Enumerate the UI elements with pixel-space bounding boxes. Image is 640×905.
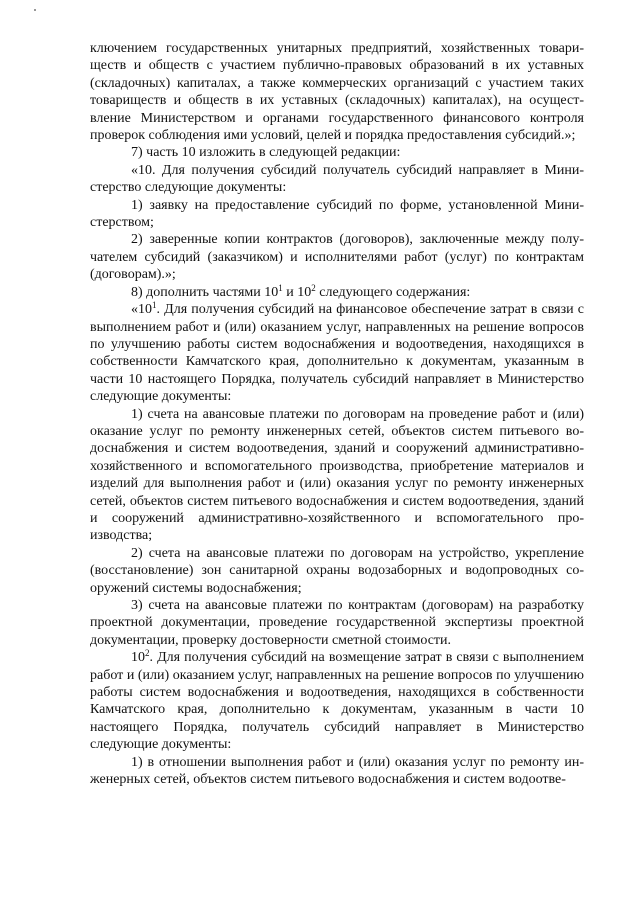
scan-speck bbox=[34, 9, 36, 11]
superscript: 1 bbox=[152, 300, 157, 311]
paragraph-10-1-item-2: 2) счета на авансовые платежи по договорам на устройство, укрепление (восстановление) зон санитарной охраны водозаборных и водопроводных сооружений системы водоснабжения; bbox=[90, 545, 584, 596]
text-run: «10 bbox=[131, 302, 152, 318]
paragraph-10-1-item-3: 3) счета на авансовые платежи по контрактам (договорам) на разработку проектной документации, проведение государственной экспертизы проектной документации, проверку достоверности сметной стоимости. bbox=[90, 598, 584, 648]
superscript: 2 bbox=[145, 648, 150, 659]
paragraph-continuation: ключением государственных унитарных предприятий, хозяйственных товариществ и обществ с участием публично-правовых образований в их уставных (складочных) капиталах, а также коммерческих организаций с участием таких товариществ и обществ в их уставных (складочных) капиталах), на осуществление Министерством и органами государственного финансового контроля проверок соблюдения ими условий, целей и порядка предоставления субсидий.»; bbox=[90, 41, 584, 144]
superscript: 1 bbox=[278, 282, 283, 293]
paragraph-part-10-1 bbox=[90, 301, 584, 405]
paragraph-10-1-item-1: 1) счета на авансовые платежи по договорам на проведение работ и (или) оказание услуг по ремонту инженерных сетей, объектов систем питьевого водоснабжения и систем водоотведения, зданий и сооружений административно-хозяйственного и вспомогательного производства, приобретение материалов и изделий для выполнения работ и (или) оказания услуг по ремонту инженерных сетей, объектов систем питьевого водоснабжения и систем водоотведения, зданий и сооружений административно-хозяйственного и вспомогательного производства; bbox=[90, 406, 584, 544]
text-run: . Для получения субсидий на финансовое обеспечение затрат в связи с выполнением работ и (или) оказанием услуг, направленных на решение вопросов по улучшению работы систем водоснабжения и водоотведения, находящихся в собственности Камчатского края, дополнительно к документам, указанным в части 10 настоящего Порядка, получатель субсидий направляет в Министерство следующие документы: bbox=[90, 302, 584, 405]
document-body bbox=[90, 40, 584, 788]
text-run: следующего содержания: bbox=[315, 284, 471, 300]
text-run: и 10 bbox=[282, 284, 312, 300]
paragraph-10-item-1: 1) заявку на предоставление субсидий по форме, установленной Министерством; bbox=[90, 197, 584, 231]
text-run: . Для получения субсидий на возмещение затрат в связи с выполнением работ и (или) оказанием услуг, направленных на решение вопросов по улучшению работы систем водоснабжения и водоотведения, находящихся в собственности Камчатского края, дополнительно к документам, указанным в части 10 настоящего Порядка, получатель субсидий направляет в Министерство следующие документы: bbox=[90, 650, 584, 753]
paragraph-part-10: «10. Для получения субсидий получатель субсидий направляет в Министерство следующие документы: bbox=[90, 162, 584, 196]
text-run: 8) дополнить частями 10 bbox=[131, 284, 279, 300]
paragraph-item-8 bbox=[90, 284, 584, 301]
paragraph-10-item-2: 2) заверенные копии контрактов (договоров), заключенные между получателем субсидий (заказчиком) и исполнителями работ (услуг) по контрактам (договорам).»; bbox=[90, 232, 584, 283]
paragraph-part-10-2 bbox=[90, 649, 584, 753]
superscript: 2 bbox=[311, 282, 316, 293]
paragraph-10-2-item-1: 1) в отношении выполнения работ и (или) оказания услуг по ремонту инженерных сетей, объектов систем питьевого водоснабжения и систем водоотве- bbox=[90, 754, 584, 788]
text-run: 10 bbox=[131, 650, 145, 666]
paragraph-item-7: 7) часть 10 изложить в следующей редакции: bbox=[131, 145, 401, 161]
